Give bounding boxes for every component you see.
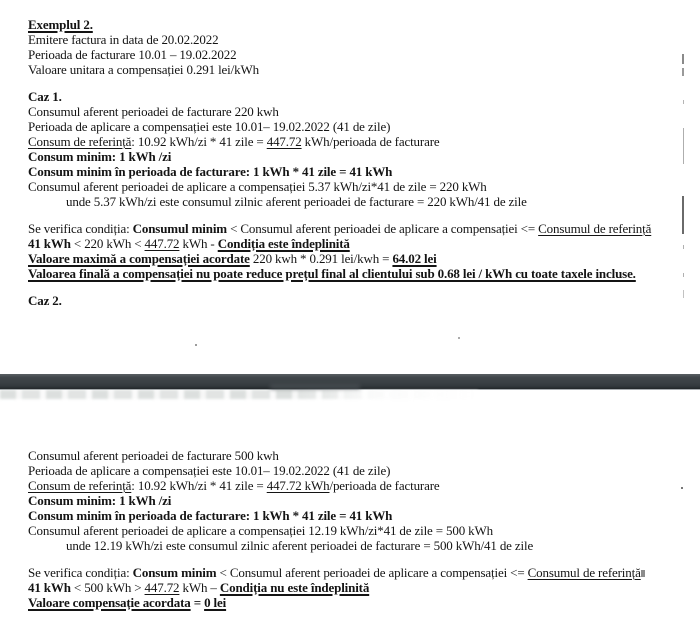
- doc-line: [28, 478, 692, 493]
- text-run: Consum minim în perioada de facturare: 1 kWh * 41 zile = 41 kWh: [28, 164, 393, 179]
- doc-line: [28, 266, 692, 281]
- document-page-1: [28, 17, 692, 308]
- scan-artifact-speck: [195, 344, 197, 346]
- text-run: /perioada de facturare: [329, 478, 440, 493]
- doc-blank-line: [28, 77, 692, 89]
- scan-artifact-mark: [682, 54, 684, 64]
- scan-artifact-speck: [641, 570, 645, 577]
- text-run: < 220 kWh <: [70, 236, 145, 251]
- doc-line: [28, 32, 692, 47]
- doc-blank-line: [28, 553, 692, 565]
- doc-line: [28, 134, 692, 149]
- text-run: : 10.92 kWh/zi * 41 zile =: [131, 478, 267, 493]
- text-run: 41 kWh: [28, 236, 71, 251]
- scan-artifact-mark: [682, 68, 684, 76]
- text-run: Condiția este îndeplinită: [217, 236, 350, 251]
- doc-line: [28, 62, 692, 77]
- text-run: < Consumul aferent perioadei de aplicare a compensației <=: [226, 221, 539, 236]
- doc-line: [28, 179, 692, 194]
- doc-line: [28, 508, 692, 523]
- text-run: Perioada de facturare 10.01 – 19.02.2022: [28, 47, 237, 62]
- scan-artifact-mark: [683, 245, 684, 249]
- text-run: Consum de referință: [28, 134, 132, 149]
- doc-line: [28, 236, 692, 251]
- text-run: Consum de referință: [28, 478, 132, 493]
- doc-line: [28, 493, 692, 508]
- text-run: 447.72: [144, 236, 180, 251]
- text-run: Valoare compensație acordata: [28, 595, 191, 610]
- text-run: Consum minim: 1 kWh /zi: [28, 493, 172, 508]
- text-run: kWh –: [179, 580, 220, 595]
- ghost-text-artifact: [0, 390, 478, 399]
- text-run: Consumul de referință: [538, 221, 652, 236]
- text-run: < Consumul aferent perioadei de aplicare a compensației <=: [216, 565, 528, 580]
- doc-line: [28, 89, 692, 104]
- text-run: Consum minim: 1 kWh /zi: [28, 149, 172, 164]
- scan-artifact-mark: [683, 100, 684, 104]
- text-run: unde 5.37 kWh/zi este consumul zilnic aferent perioadei de facturare = 220 kWh/41 de zile: [66, 194, 527, 209]
- scan-artifact-speck: [458, 337, 460, 339]
- doc-line: [28, 293, 692, 308]
- text-run: < 500 kWh >: [70, 580, 145, 595]
- text-run: Consum minim: [132, 565, 217, 580]
- text-run: Consumul aferent perioadei de aplicare a compensației 5.37 kWh/zi*41 de zile = 220 kWh: [28, 179, 487, 194]
- scan-artifact-mark: [683, 273, 684, 277]
- text-run: Se verifica condiția:: [28, 565, 133, 580]
- text-run: 447.72: [144, 580, 180, 595]
- text-run: 64.02 lei: [392, 251, 437, 266]
- doc-line: [28, 17, 692, 32]
- text-run: 0 lei: [204, 595, 227, 610]
- text-run: Exemplul 2.: [28, 17, 93, 32]
- text-run: Valoare maximă a compensației acordate: [28, 251, 250, 266]
- text-run: Consumul aferent perioadei de aplicare a compensației 12.19 kWh/zi*41 de zile = 500 kWh: [28, 523, 494, 538]
- text-run: 447.72: [266, 134, 302, 149]
- doc-line: [28, 538, 692, 553]
- text-run: 41 kWh: [28, 580, 71, 595]
- doc-line: [28, 448, 692, 463]
- doc-line: [28, 523, 692, 538]
- text-run: unde 12.19 kWh/zi este consumul zilnic aferent perioadei de facturare = 500 kWh/41 de zile: [66, 538, 534, 553]
- text-run: 220 kwh * 0.291 lei/kwh =: [249, 251, 393, 266]
- text-run: 447.72 kWh: [266, 478, 330, 493]
- text-run: Consum minim în perioada de facturare: 1 kWh * 41 zile = 41 kWh: [28, 508, 393, 523]
- text-run: =: [190, 595, 205, 610]
- text-run: : 10.92 kWh/zi * 41 zile =: [131, 134, 267, 149]
- text-run: Perioada de aplicare a compensației este 10.01– 19.02.2022 (41 de zile): [28, 119, 391, 134]
- document-page-2: [28, 448, 692, 610]
- text-run: Se verifica condiția:: [28, 221, 133, 236]
- doc-line: [28, 565, 692, 580]
- doc-line: [28, 149, 692, 164]
- text-run: Valoare unitara a compensației 0.291 lei/kWh: [28, 62, 259, 77]
- doc-blank-line: [28, 209, 692, 221]
- page-separator-bar: [0, 374, 700, 390]
- doc-line: [28, 221, 692, 236]
- text-run: Consumul de referință: [527, 565, 641, 580]
- doc-line: [28, 595, 692, 610]
- doc-line: [28, 164, 692, 179]
- text-run: Consumul aferent perioadei de facturare 220 kwh: [28, 104, 279, 119]
- text-run: Consumul aferent perioadei de facturare 500 kwh: [28, 448, 279, 463]
- text-run: kWh/perioada de facturare: [301, 134, 440, 149]
- doc-line: [28, 194, 692, 209]
- doc-line: [28, 463, 692, 478]
- text-run: Valoarea finală a compensației nu poate reduce prețul final al clientului sub 0.68 lei / kWh cu toate taxele incluse.: [28, 266, 636, 281]
- text-run: Perioada de aplicare a compensației este 10.01– 19.02.2022 (41 de zile): [28, 463, 391, 478]
- doc-blank-line: [28, 281, 692, 293]
- doc-line: [28, 104, 692, 119]
- scan-artifact-speck: [681, 487, 683, 489]
- scan-artifact-mark: [682, 196, 684, 234]
- scan-artifact-mark: [683, 290, 684, 298]
- doc-line: [28, 580, 692, 595]
- text-run: Condiția nu este îndeplinită: [219, 580, 370, 595]
- text-run: Caz 1.: [28, 89, 62, 104]
- doc-line: [28, 119, 692, 134]
- text-run: kWh -: [179, 236, 218, 251]
- doc-line: [28, 251, 692, 266]
- text-run: Emitere factura in data de 20.02.2022: [28, 32, 219, 47]
- doc-line: [28, 47, 692, 62]
- scan-artifact-mark: [683, 128, 684, 164]
- text-run: Consumul minim: [132, 221, 227, 236]
- text-run: Caz 2.: [28, 293, 62, 308]
